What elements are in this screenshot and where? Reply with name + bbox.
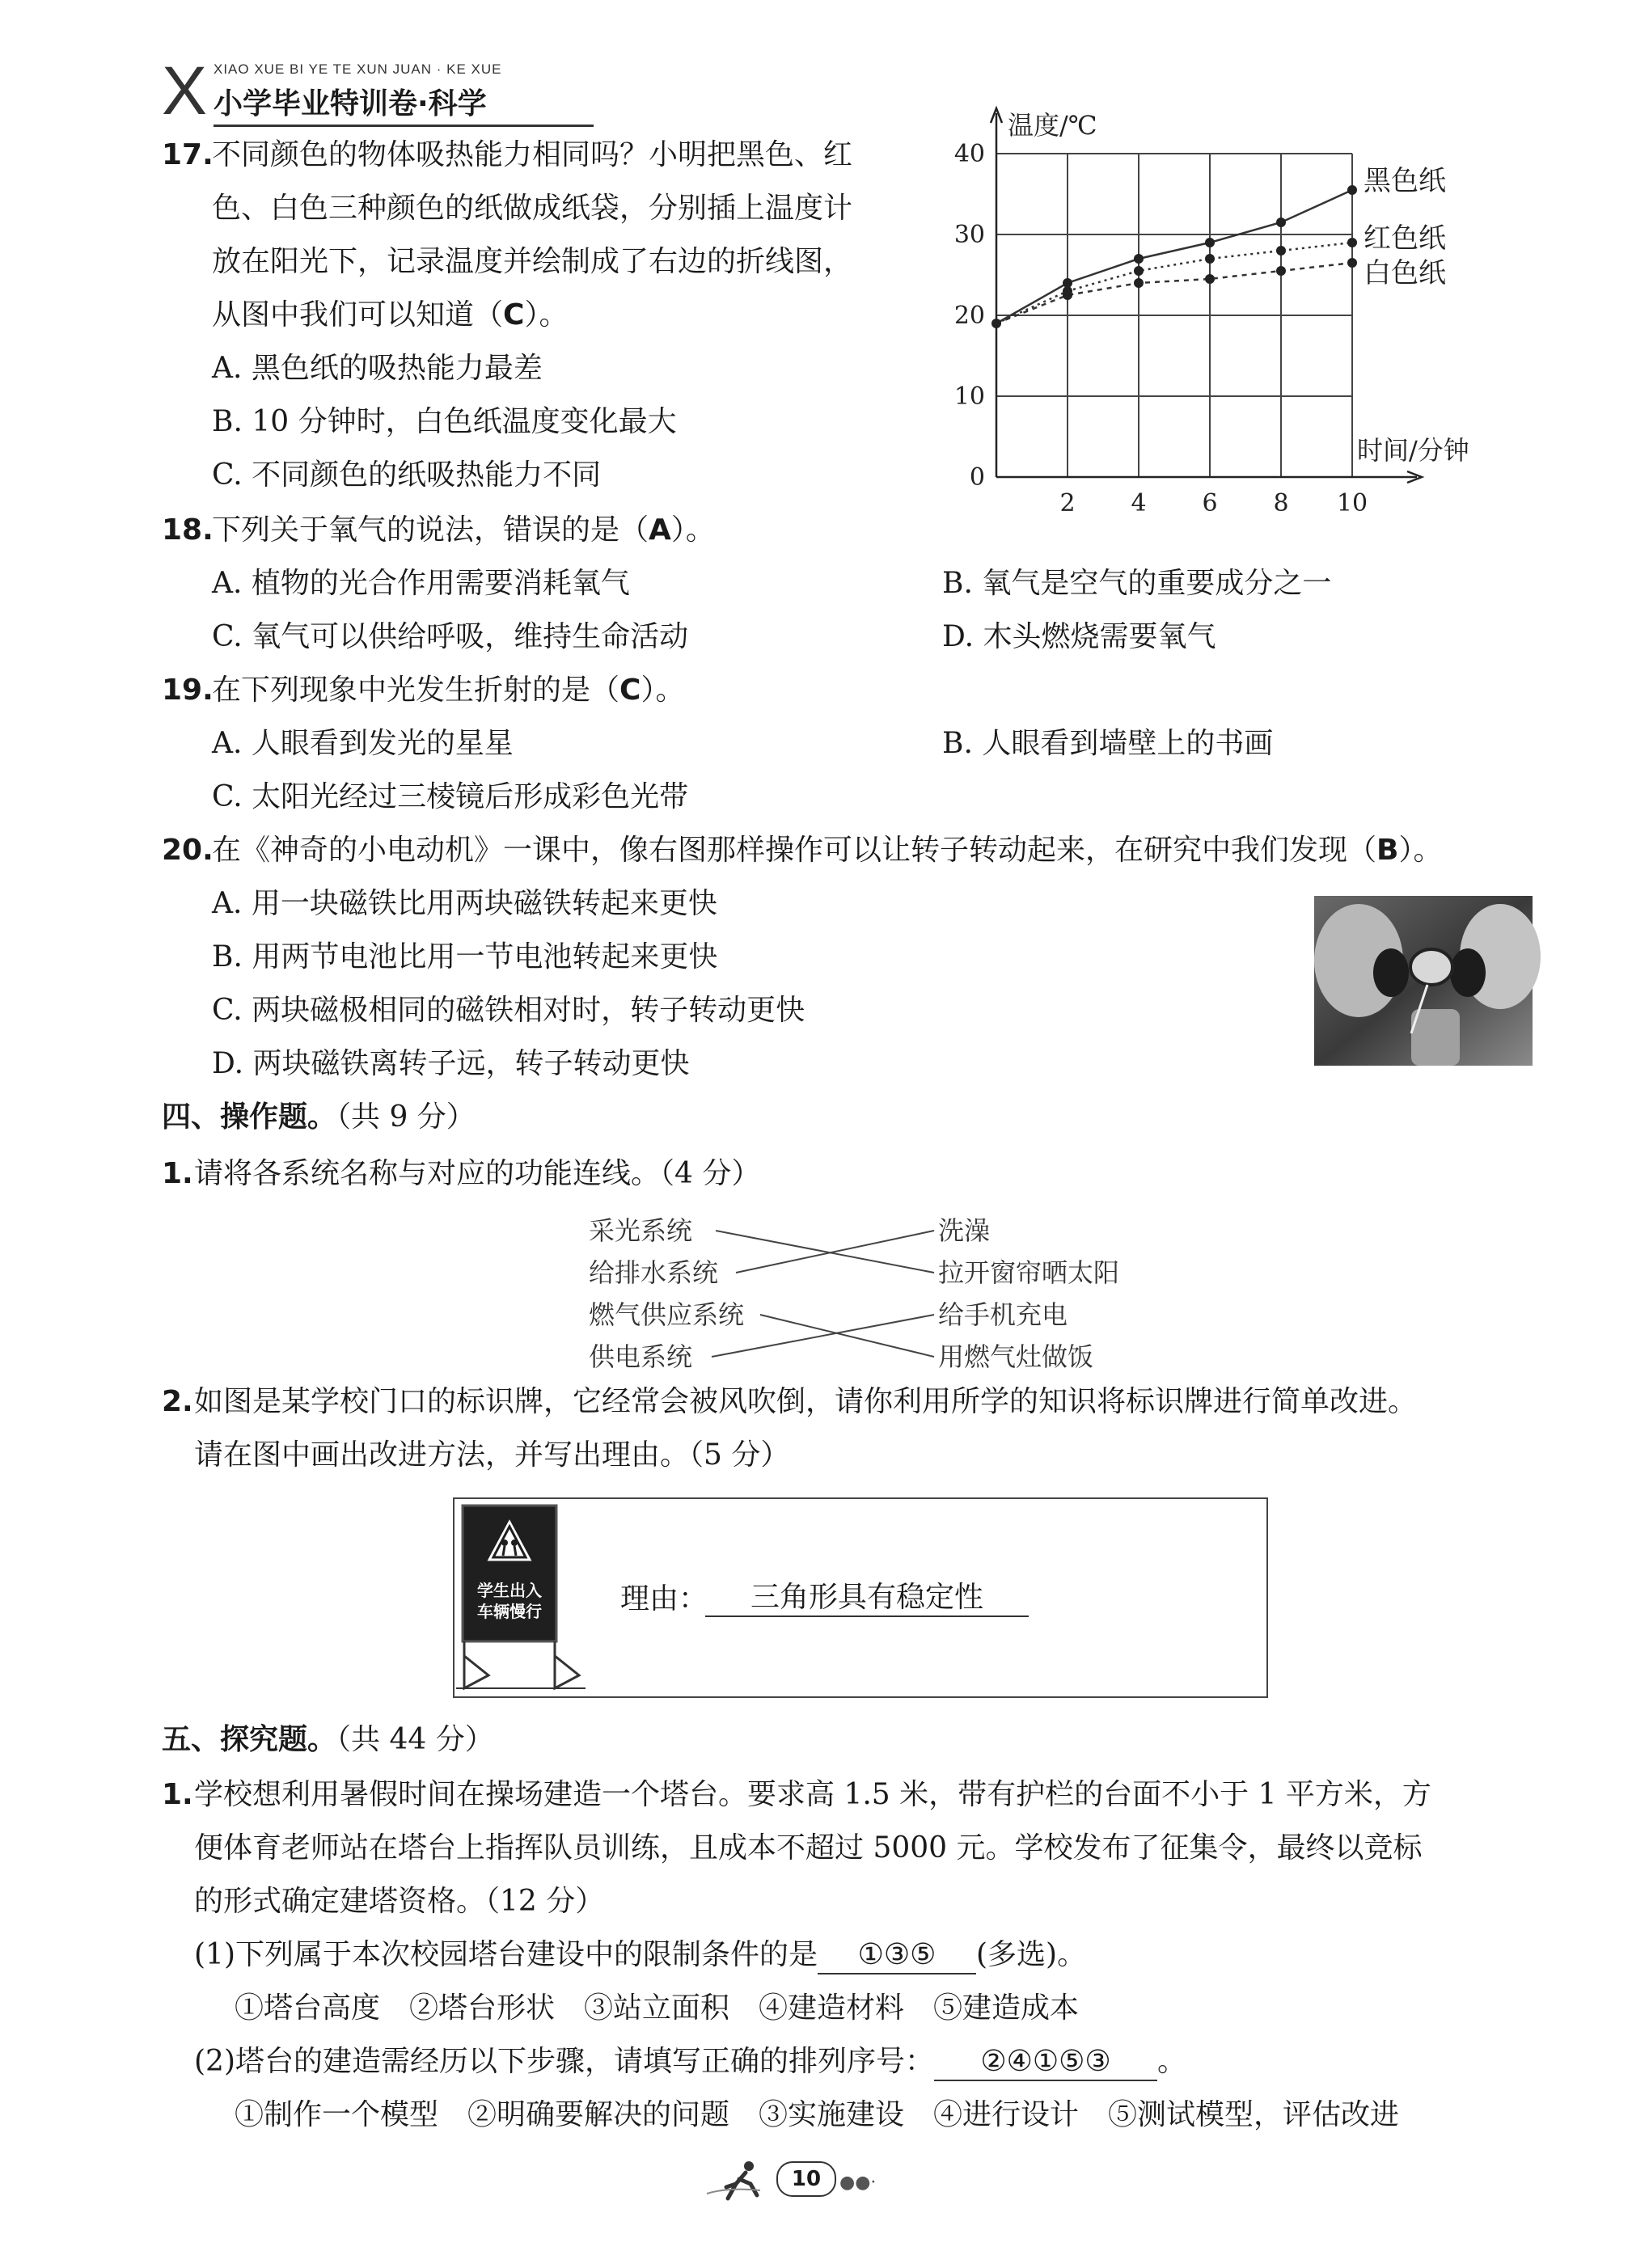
sub-question-suffix: (多选)。 [976,1938,1087,1971]
question-prefix: 下列关于氧气的说法，错误的是（ [212,513,649,547]
option-a: A. 用一块磁铁比用两块磁铁转起来更快 [212,887,717,920]
match-left-item: 燃气供应系统 [589,1299,745,1330]
runner-icon [704,2155,776,2203]
sign-line-1: 学生出入 [477,1581,542,1600]
reason-label: 理由： [620,1582,708,1615]
question-text: 请将各系统名称与对应的功能连线。（4 分） [194,1157,761,1190]
question-text-line: 便体育老师站在塔台上指挥队员训练，且成本不超过 5000 元。学校发布了征集令，最终以竞标 [194,1831,1423,1865]
sign-answer-box [453,1497,1268,1698]
match-left-item: 采光系统 [589,1215,693,1246]
question-number: 17. [162,138,214,171]
section-title: 四、操作题。 [162,1100,337,1134]
question-suffix: ）。 [1398,834,1443,867]
sign-drawing [456,1501,602,1695]
question-text-line: 学校想利用暑假时间在操场建造一个塔台。要求高 1.5 米，带有护栏的台面不小于 1 平方米，方 [194,1778,1431,1811]
match-right-item: 给手机充电 [938,1299,1068,1330]
option-c: C. 不同颜色的纸吸热能力不同 [212,458,602,492]
question-text-line: 请在图中画出改进方法，并写出理由。（5 分） [194,1438,790,1472]
x-axis-label: 时间/分钟 [1357,435,1469,466]
sign-line-2: 车辆慢行 [477,1602,542,1621]
question-prefix: 在《神奇的小电动机》一课中，像右图那样操作可以让转子转动起来，在研究中我们发现（ [212,834,1377,867]
question-prefix: 在下列现象中光发生折射的是（ [212,674,620,707]
legend-black-paper: 黑色纸 [1364,165,1446,197]
match-right-item: 拉开窗帘晒太阳 [938,1257,1120,1288]
x-tick-label: 4 [1131,489,1147,517]
option-a: A. 植物的光合作用需要消耗氧气 [212,567,630,600]
match-left-item: 供电系统 [589,1341,693,1372]
sub-question-suffix: 。 [1157,2045,1187,2078]
x-tick-label: 10 [1336,489,1368,517]
option-d: D. 两块磁铁离转子远，转子转动更快 [212,1047,690,1080]
question-suffix: ）。 [670,513,715,547]
y-axis-label: 温度/℃ [1008,110,1097,141]
question-suffix: ）。 [641,674,685,707]
question-suffix: ）。 [524,298,569,332]
y-tick-label: 40 [953,140,985,168]
answer: C [619,674,641,707]
question-text-line: 放在阳光下，记录温度并绘制成了右边的折线图， [212,245,853,278]
question-text-line: 如图是某学校门口的标识牌，它经常会被风吹倒，请你利用所学的知识将标识牌进行简单改进。 [194,1385,1418,1418]
legend-white-paper: 白色纸 [1364,257,1446,289]
question-number: 20. [162,834,214,867]
page-number-badge [776,2161,836,2197]
question-prefix: 从图中我们可以知道（ [212,298,504,332]
sub-question-1-options: ①塔台高度 ②塔台形状 ③站立面积 ④建造材料 ⑤建造成本 [235,1991,1080,2025]
x-tick-label: 2 [1059,489,1076,517]
option-b: B. 氧气是空气的重要成分之一 [942,567,1332,600]
sub-question-1 [194,1937,1086,1974]
match-line [712,1315,934,1357]
option-b: B. 人眼看到墙壁上的书画 [942,727,1274,760]
x-tick-label: 8 [1273,489,1289,517]
page-footer [704,2155,946,2203]
question-number: 19. [162,674,214,707]
sub-question-prefix: (2)塔台的建造需经历以下步骤，请填写正确的排列序号： [194,2045,934,2078]
section-heading [162,1722,494,1758]
x-tick-label: 6 [1202,489,1218,517]
option-a: A. 黑色纸的吸热能力最差 [212,352,543,385]
option-b: B. 10 分钟时，白色纸温度变化最大 [212,405,677,438]
footer-dots: ●●· [839,2173,877,2193]
option-a: A. 人眼看到发光的星星 [212,727,514,760]
option-c: C. 太阳光经过三棱镜后形成彩色光带 [212,780,689,813]
y-tick-label: 20 [953,302,985,330]
option-c: C. 氧气可以供给呼吸，维持生命活动 [212,620,689,653]
sub-answer-1[interactable]: ①③⑤ [818,1937,976,1974]
y-tick-label: 30 [953,221,985,249]
option-b: B. 用两节电池比用一节电池转起来更快 [212,940,718,974]
question-text-line: 不同颜色的物体吸热能力相同吗？小明把黑色、红 [212,138,853,171]
sub-question-2-options: ①制作一个模型 ②明确要解决的问题 ③实施建设 ④进行设计 ⑤测试模型，评估改进 [235,2098,1400,2131]
match-left-item: 给排水系统 [589,1257,719,1288]
question-text-line: 色、白色三种颜色的纸做成纸袋，分别插上温度计 [212,192,853,225]
answer: A [649,513,671,547]
answer: C [503,298,525,332]
question-number: 2. [162,1385,193,1418]
question-number: 1. [162,1157,193,1190]
page-number: 10 [791,2167,822,2191]
sub-answer-2[interactable]: ②④①⑤③ [934,2044,1157,2081]
question-number: 18. [162,513,214,547]
section-score: （共 9 分） [336,1100,476,1134]
header-pinyin: XIAO XUE BI YE TE XUN JUAN · KE XUE [214,61,502,77]
match-right-item: 用燃气灶做饭 [938,1341,1094,1372]
option-c: C. 两块磁极相同的磁铁相对时，转子转动更快 [212,994,805,1027]
section-title: 五、探究题。 [162,1723,337,1756]
question-number: 1. [162,1778,193,1811]
sub-question-2 [194,2044,1186,2081]
match-line [760,1315,934,1357]
y-tick-label: 10 [953,382,985,411]
header-title: 小学毕业特训卷·科学 [214,87,487,120]
reason-answer[interactable]: 三角形具有稳定性 [705,1580,1029,1617]
sub-question-prefix: (1)下列属于本次校园塔台建设中的限制条件的是 [194,1938,818,1971]
y-tick-label: 0 [969,463,985,492]
option-d: D. 木头燃烧需要氧气 [942,620,1216,653]
section-score: （共 44 分） [336,1723,494,1756]
legend-red-paper: 红色纸 [1364,222,1446,255]
question-text-line: 的形式确定建塔资格。（12 分） [194,1885,605,1918]
match-right-item: 洗澡 [938,1215,991,1246]
header-logo-letter: X [162,53,208,129]
answer: B [1376,834,1399,867]
